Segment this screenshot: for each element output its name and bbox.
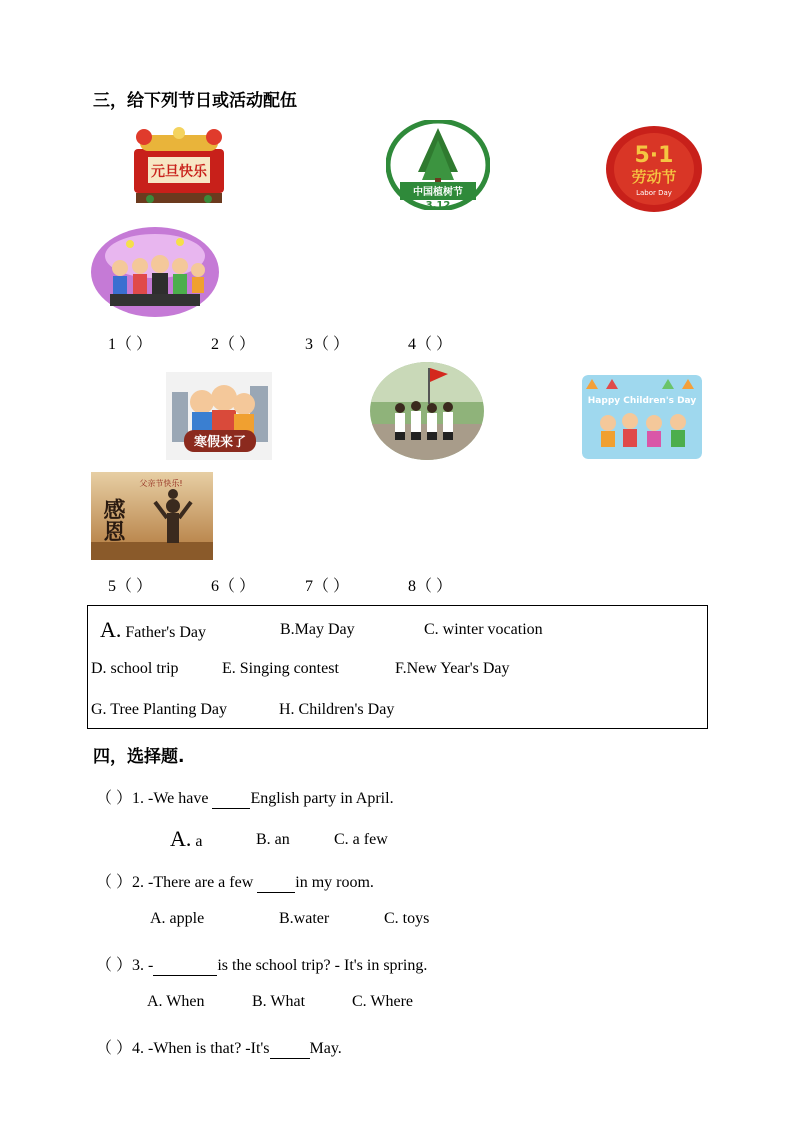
option-g: G. Tree Planting Day xyxy=(91,701,227,718)
question-2-option-a: A. apple xyxy=(150,910,205,927)
option-a-letter: A. xyxy=(100,617,122,642)
question-1-option-a xyxy=(170,826,203,852)
question-1-option-c: C. a few xyxy=(334,831,388,848)
question-3-suffix: is the school trip? - It's in spring. xyxy=(217,957,428,974)
answer-blank-2[interactable]: 2（ ） xyxy=(211,336,256,353)
question-2 xyxy=(96,869,374,893)
question-1-option-a-letter: A. xyxy=(170,826,192,851)
question-2-blank[interactable] xyxy=(257,874,295,893)
answer-blank-5[interactable]: 5（ ） xyxy=(108,578,153,595)
option-b: B.May Day xyxy=(280,621,355,638)
tree-planting-date: 3.12 xyxy=(425,200,451,210)
fathers-day-picture xyxy=(91,472,213,560)
section4-title: 四，选择题. xyxy=(93,747,185,767)
singing-contest-picture xyxy=(90,226,220,318)
answer-blank-3[interactable]: 3（ ） xyxy=(305,336,350,353)
labor-day-english: Labor Day xyxy=(636,189,672,197)
fathers-day-text: 父亲节快乐! xyxy=(139,479,183,488)
new-year-picture xyxy=(130,127,228,207)
tree-planting-picture xyxy=(386,120,490,210)
answer-blank-1[interactable]: 1（ ） xyxy=(108,336,153,353)
answer-blank-6[interactable]: 6（ ） xyxy=(211,578,256,595)
option-f: F.New Year's Day xyxy=(395,660,510,677)
labor-day-number: 5·1 xyxy=(634,143,674,168)
answer-blank-4[interactable]: 4（ ） xyxy=(408,336,453,353)
question-4-blank[interactable] xyxy=(270,1040,310,1059)
question-4-prefix: （ ）4. -When is that? -It's xyxy=(96,1040,270,1057)
option-a xyxy=(100,617,206,643)
option-a-text: Father's Day xyxy=(125,624,207,641)
question-3-option-a: A. When xyxy=(147,993,205,1010)
option-d: D. school trip xyxy=(91,660,179,677)
fathers-day-big-text: 感恩 xyxy=(100,498,126,542)
new-year-text: 元旦快乐 xyxy=(151,164,207,180)
school-trip-picture xyxy=(370,362,484,460)
answer-blank-8[interactable]: 8（ ） xyxy=(408,578,453,595)
question-3-blank[interactable] xyxy=(153,957,217,976)
tree-planting-text: 中国植树节 xyxy=(413,187,463,198)
question-1 xyxy=(96,785,394,809)
winter-vacation-text: 寒假来了 xyxy=(193,435,247,450)
winter-vacation-picture xyxy=(166,372,272,460)
question-2-option-c: C. toys xyxy=(384,910,430,927)
labor-day-picture xyxy=(604,124,704,214)
question-1-suffix: English party in April. xyxy=(250,790,394,807)
section3-title: 三，给下列节日或活动配伍 xyxy=(93,91,297,111)
question-4 xyxy=(96,1035,342,1059)
question-2-prefix: （ ）2. -There are a few xyxy=(96,874,254,891)
question-3-prefix: （ ）3. - xyxy=(96,957,154,974)
option-h: H. Children's Day xyxy=(279,701,395,718)
childrens-day-picture xyxy=(582,375,702,459)
labor-day-text: 劳动节 xyxy=(631,168,677,186)
question-1-option-b: B. an xyxy=(256,831,290,848)
question-2-suffix: in my room. xyxy=(295,874,374,891)
question-3-option-b: B. What xyxy=(252,993,306,1010)
childrens-day-text: Happy Children's Day xyxy=(587,396,697,406)
option-c: C. winter vocation xyxy=(424,621,543,638)
option-e: E. Singing contest xyxy=(222,660,339,677)
question-3 xyxy=(96,952,427,976)
question-1-option-a-text: a xyxy=(195,833,203,850)
question-1-prefix: （ ）1. -We have xyxy=(96,790,209,807)
question-1-blank[interactable] xyxy=(212,790,250,809)
question-4-suffix: May. xyxy=(309,1040,342,1057)
question-2-option-b: B.water xyxy=(279,910,330,927)
question-3-option-c: C. Where xyxy=(352,993,414,1010)
answer-blank-7[interactable]: 7（ ） xyxy=(305,578,350,595)
